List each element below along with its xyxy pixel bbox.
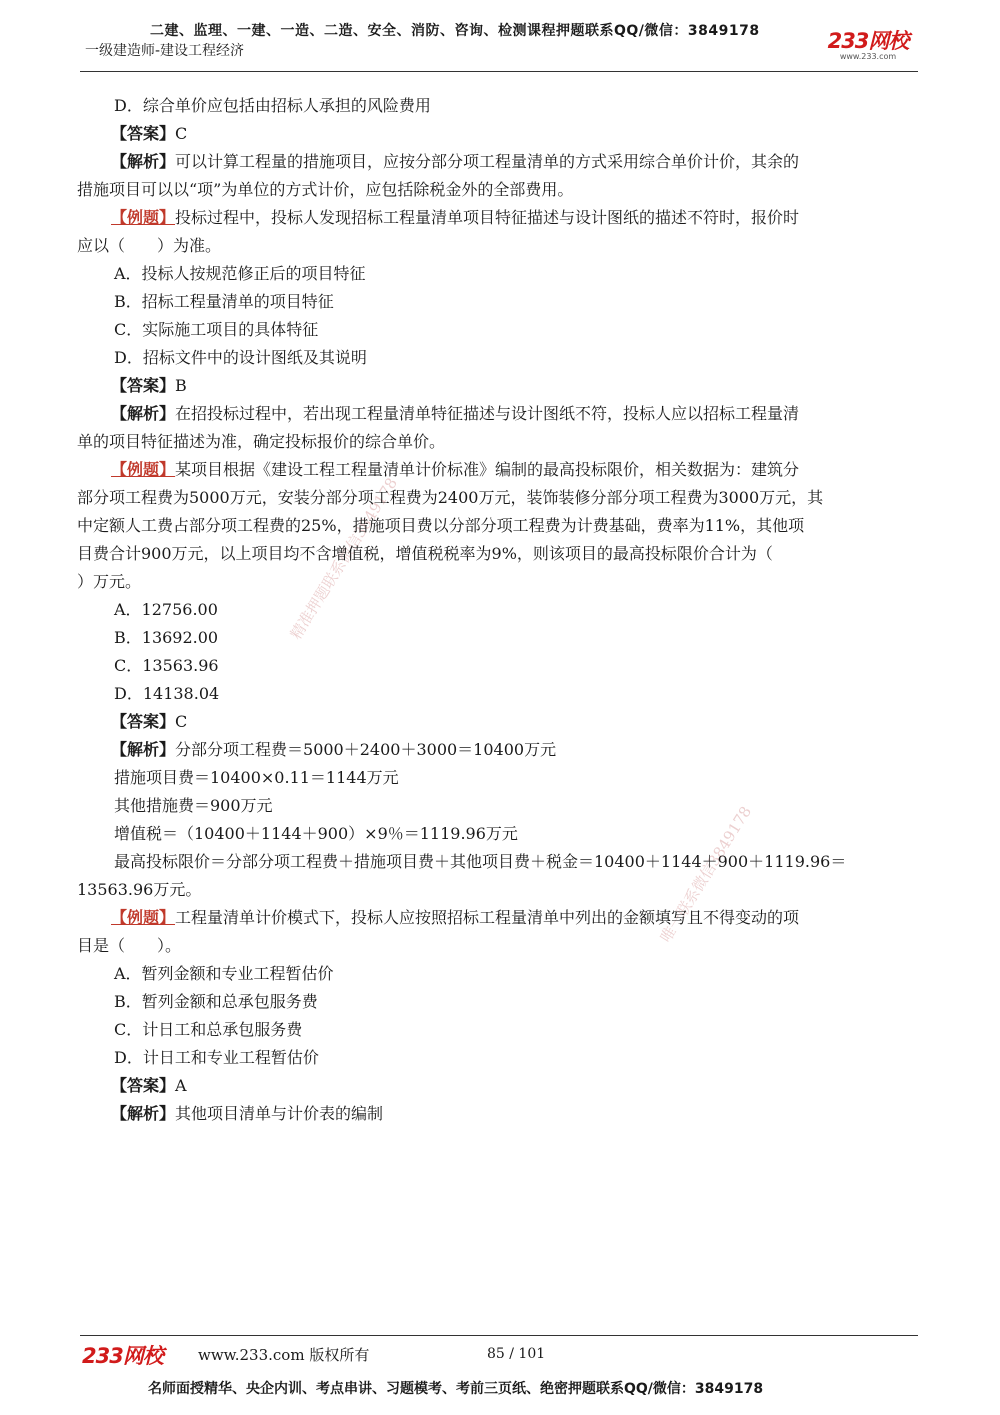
header-subtitle: 一级建造师-建设工程经济 bbox=[85, 43, 245, 59]
analysis-line: 【解析】在招投标过程中，若出现工程量清单特征描述与设计图纸不符，投标人应以招标工程量清 bbox=[111, 404, 800, 423]
answer-line: 【答案】C bbox=[111, 124, 188, 143]
footer-divider bbox=[80, 1335, 918, 1336]
brand-logo-top bbox=[818, 30, 918, 66]
footer-copyright: www.233.com 版权所有 bbox=[198, 1346, 370, 1364]
option-d: D．招标文件中的设计图纸及其说明 bbox=[114, 348, 367, 367]
question-continuation: 目是（ ）。 bbox=[77, 936, 182, 955]
option-b: B．13692.00 bbox=[114, 628, 219, 647]
page-number: 85 / 101 bbox=[487, 1346, 546, 1362]
option-c: C．计日工和总承包服务费 bbox=[114, 1020, 303, 1039]
calculation-result: 13563.96万元。 bbox=[77, 880, 202, 899]
question-continuation: ）万元。 bbox=[77, 572, 142, 591]
option-a: A．暂列金额和专业工程暂估价 bbox=[114, 964, 334, 983]
example-question: 【例题】投标过程中，投标人发现招标工程量清单项目特征描述与设计图纸的描述不符时，报价时 bbox=[111, 208, 800, 227]
answer-line: 【答案】B bbox=[111, 376, 187, 395]
analysis-line: 【解析】分部分项工程费＝5000＋2400＋3000＝10400万元 bbox=[111, 740, 557, 759]
option-c: C．实际施工项目的具体特征 bbox=[114, 320, 319, 339]
footer-contact-text: 名师面授精华、央企内训、考点串讲、习题模考、考前三页纸、绝密押题联系QQ/微信：3849178 bbox=[148, 1381, 764, 1397]
option-c: C．13563.96 bbox=[114, 656, 219, 675]
analysis-continuation: 措施项目可以以“项”为单位的方式计价，应包括除税金外的全部费用。 bbox=[77, 180, 574, 199]
document-body bbox=[77, 92, 917, 1128]
question-continuation: 目费合计900万元，以上项目均不含增值税，增值税税率为9%，则该项目的最高投标限价合计为（ bbox=[77, 544, 773, 563]
question-continuation: 中定额人工费占部分项工程费的25%，措施项目费以分部分项工程费为计费基础，费率为11%，其他项 bbox=[77, 516, 805, 535]
option-b: B．招标工程量清单的项目特征 bbox=[114, 292, 334, 311]
brand-logo-bottom: 233网校 bbox=[82, 1344, 163, 1368]
calculation-line: 增值税＝（10400＋1144＋900）×9％＝1119.96万元 bbox=[114, 824, 518, 843]
answer-line: 【答案】C bbox=[111, 712, 188, 731]
analysis-line: 【解析】可以计算工程量的措施项目，应按分部分项工程量清单的方式采用综合单价计价，其余的 bbox=[111, 152, 800, 171]
calculation-line: 措施项目费＝10400×0.11＝1144万元 bbox=[114, 768, 399, 787]
example-question: 【例题】工程量清单计价模式下，投标人应按照招标工程量清单中列出的金额填写且不得变动的项 bbox=[111, 908, 800, 927]
question-continuation: 部分项工程费为5000万元，安装分部分项工程费为2400万元，装饰装修分部分项工程费为3000万元，其 bbox=[77, 488, 824, 507]
option-a: A．投标人按规范修正后的项目特征 bbox=[114, 264, 366, 283]
analysis-continuation: 单的项目特征描述为准，确定投标报价的综合单价。 bbox=[77, 432, 446, 451]
question-continuation: 应以（ ）为准。 bbox=[77, 236, 222, 255]
option-b: B．暂列金额和总承包服务费 bbox=[114, 992, 318, 1011]
watermark: 唯一联系微信3849178 bbox=[656, 803, 756, 946]
watermark: 精准押题联系微信3849178 bbox=[286, 474, 401, 643]
analysis-line: 【解析】其他项目清单与计价表的编制 bbox=[111, 1104, 384, 1123]
header-contact-text: 二建、监理、一建、一造、二造、安全、消防、咨询、检测课程押题联系QQ/微信：3849178 bbox=[150, 23, 760, 39]
answer-line: 【答案】A bbox=[111, 1076, 187, 1095]
calculation-line: 最高投标限价＝分部分项工程费＋措施项目费＋其他项目费＋税金＝10400＋1144＋900＋1119.96＝ bbox=[114, 852, 847, 871]
logo-url: www.233.com bbox=[839, 52, 897, 61]
logo-text: 233网校 bbox=[827, 29, 909, 53]
option-d: D．计日工和专业工程暂估价 bbox=[114, 1048, 319, 1067]
option-d: D．综合单价应包括由招标人承担的风险费用 bbox=[114, 96, 431, 115]
header-divider bbox=[80, 71, 918, 72]
calculation-line: 其他措施费＝900万元 bbox=[114, 796, 273, 815]
option-d: D．14138.04 bbox=[114, 684, 220, 703]
option-a: A．12756.00 bbox=[114, 600, 218, 619]
example-question: 【例题】某项目根据《建设工程工程量清单计价标准》编制的最高投标限价，相关数据为：建筑分 bbox=[111, 460, 800, 479]
